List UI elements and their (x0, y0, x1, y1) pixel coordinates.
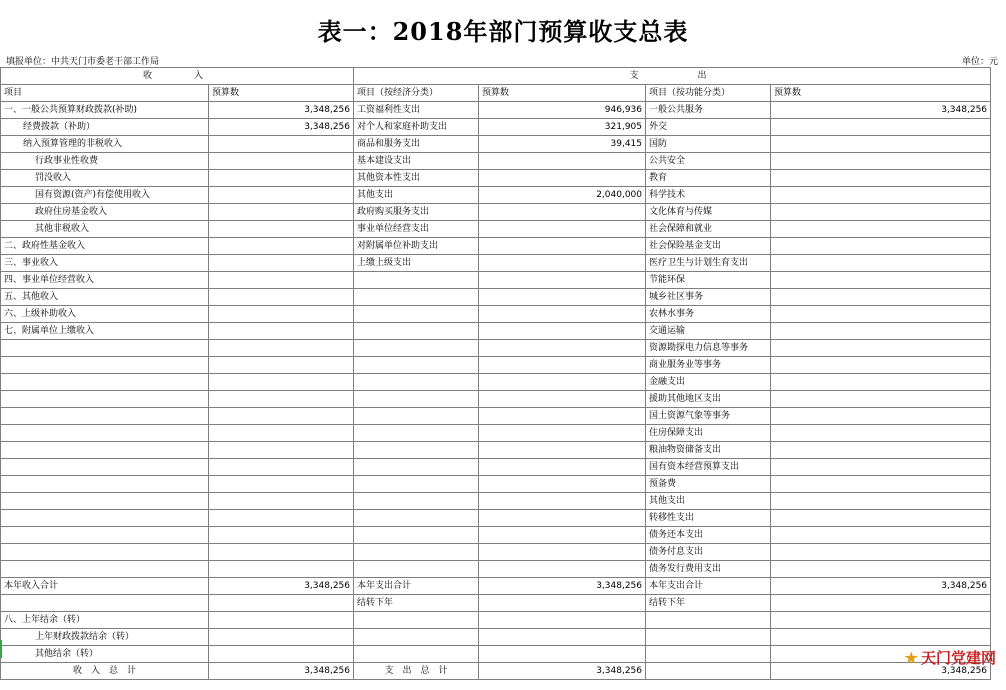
cell-econ-item (354, 425, 479, 442)
cell-econ-amount (479, 646, 646, 663)
cell-func-item: 住房保障支出 (646, 425, 771, 442)
table-row (1, 170, 991, 187)
cell-econ-item (354, 510, 479, 527)
cell-income-amount (209, 153, 354, 170)
cell-income-item: 国有资源(资产)有偿使用收入 (1, 187, 209, 204)
cell-func-item: 文化体育与传媒 (646, 204, 771, 221)
cell-econ-item: 上缴上级支出 (354, 255, 479, 272)
cell-income-amount (209, 476, 354, 493)
cell-income-item: 罚没收入 (1, 170, 209, 187)
table-row (1, 510, 991, 527)
total-income-label: 收 入 总 计 (1, 663, 209, 680)
cell-income-item: 纳入预算管理的非税收入 (1, 136, 209, 153)
cell-income-amount (209, 391, 354, 408)
table-row (1, 102, 991, 119)
cell-income-amount (209, 238, 354, 255)
cell-income-amount: 3,348,256 (209, 119, 354, 136)
cell-func-item: 预备费 (646, 476, 771, 493)
header-econ-item: 项目（按经济分类） (354, 85, 479, 102)
cell-econ-item (354, 357, 479, 374)
cell-income-item: 四、事业单位经营收入 (1, 272, 209, 289)
cell-func-amount (771, 595, 991, 612)
cell-income-item (1, 527, 209, 544)
cell-income-amount (209, 459, 354, 476)
cell-func-amount (771, 221, 991, 238)
cell-econ-amount (479, 391, 646, 408)
cell-econ-item: 政府购买服务支出 (354, 204, 479, 221)
section-header-row (1, 68, 991, 85)
cell-income-item (1, 544, 209, 561)
table-row (1, 374, 991, 391)
table-row (1, 221, 991, 238)
cell-func-amount (771, 323, 991, 340)
cell-func-item: 商业服务业等事务 (646, 357, 771, 374)
cell-econ-item: 对个人和家庭补助支出 (354, 119, 479, 136)
cell-econ-amount (479, 595, 646, 612)
cell-econ-amount (479, 476, 646, 493)
cell-func-item: 资源勘探电力信息等事务 (646, 340, 771, 357)
cell-income-item (1, 408, 209, 425)
cell-func-amount (771, 170, 991, 187)
cell-income-amount (209, 340, 354, 357)
cell-func-item: 教育 (646, 170, 771, 187)
section-income: 收 入 (1, 68, 354, 85)
table-row (1, 527, 991, 544)
cell-func-item: 结转下年 (646, 595, 771, 612)
cell-func-item: 公共安全 (646, 153, 771, 170)
cell-econ-item (354, 442, 479, 459)
cell-func-amount (771, 340, 991, 357)
header-func-item: 项目（按功能分类） (646, 85, 771, 102)
cell-income-item: 七、附属单位上缴收入 (1, 323, 209, 340)
cell-func-item: 医疗卫生与计划生育支出 (646, 255, 771, 272)
cell-income-item (1, 476, 209, 493)
cell-income-item (1, 340, 209, 357)
table-row (1, 544, 991, 561)
cell-econ-item: 基本建设支出 (354, 153, 479, 170)
table-row (1, 238, 991, 255)
cell-econ-item (354, 374, 479, 391)
cell-income-item (1, 493, 209, 510)
header-income-amount: 预算数 (209, 85, 354, 102)
cell-func-amount: 3,348,256 (771, 102, 991, 119)
cell-func-item: 一般公共服务 (646, 102, 771, 119)
cell-econ-item: 结转下年 (354, 595, 479, 612)
cell-func-amount (771, 612, 991, 629)
cell-func-item: 社会保障和就业 (646, 221, 771, 238)
cell-func-item: 农林水事务 (646, 306, 771, 323)
cell-income-item (1, 510, 209, 527)
cell-income-amount (209, 323, 354, 340)
cell-econ-item (354, 459, 479, 476)
table-row (1, 459, 991, 476)
cell-econ-item (354, 306, 479, 323)
cell-func-amount (771, 187, 991, 204)
table-row (1, 476, 991, 493)
table-row (1, 255, 991, 272)
cell-income-amount (209, 527, 354, 544)
cell-income-amount (209, 289, 354, 306)
table-row (1, 306, 991, 323)
cell-func-item: 科学技术 (646, 187, 771, 204)
cell-econ-amount (479, 510, 646, 527)
cell-income-item (1, 357, 209, 374)
cell-func-item: 交通运输 (646, 323, 771, 340)
column-header-row (1, 85, 991, 102)
cell-econ-item (354, 340, 479, 357)
table-row (1, 272, 991, 289)
cell-econ-item (354, 476, 479, 493)
budget-table (0, 67, 991, 680)
cell-func-item: 债务还本支出 (646, 527, 771, 544)
cell-func-item: 转移性支出 (646, 510, 771, 527)
table-row (1, 646, 991, 663)
total-expense-value2: 3,348,256 (771, 663, 991, 680)
cell-income-item (1, 425, 209, 442)
cell-econ-amount (479, 374, 646, 391)
cell-income-amount (209, 425, 354, 442)
table-row (1, 119, 991, 136)
cell-income-item: 八、上年结余（转） (1, 612, 209, 629)
cell-income-item: 经费拨款（补助） (1, 119, 209, 136)
cell-income-amount: 3,348,256 (209, 102, 354, 119)
cell-income-item (1, 595, 209, 612)
cell-econ-amount (479, 255, 646, 272)
cell-func-item: 金融支出 (646, 374, 771, 391)
star-icon: ★ (904, 649, 918, 667)
cell-income-amount (209, 221, 354, 238)
cell-func-amount (771, 306, 991, 323)
cell-func-amount (771, 493, 991, 510)
total-expense-label: 支 出 总 计 (354, 663, 479, 680)
cell-func-item: 本年支出合计 (646, 578, 771, 595)
cell-func-item: 社会保险基金支出 (646, 238, 771, 255)
cell-func-amount (771, 153, 991, 170)
table-row (1, 357, 991, 374)
cell-econ-amount (479, 204, 646, 221)
cell-income-item (1, 391, 209, 408)
cell-func-item: 援助其他地区支出 (646, 391, 771, 408)
cell-econ-amount (479, 289, 646, 306)
cell-func-amount (771, 136, 991, 153)
cell-income-amount (209, 612, 354, 629)
cell-income-amount (209, 357, 354, 374)
cell-func-item: 债务发行费用支出 (646, 561, 771, 578)
cell-func-amount (771, 425, 991, 442)
currency-unit: 单位：元 (961, 57, 998, 67)
cell-econ-amount (479, 323, 646, 340)
cell-econ-amount: 2,040,000 (479, 187, 646, 204)
cell-income-amount (209, 306, 354, 323)
cell-econ-amount (479, 170, 646, 187)
cell-func-item: 国防 (646, 136, 771, 153)
grand-total-row (1, 663, 991, 680)
cell-econ-amount (479, 561, 646, 578)
cell-func-item (646, 646, 771, 663)
cell-func-amount (771, 289, 991, 306)
header-econ-amount: 预算数 (479, 85, 646, 102)
cell-income-item: 二、政府性基金收入 (1, 238, 209, 255)
cell-income-amount (209, 493, 354, 510)
cell-func-item (646, 612, 771, 629)
table-row (1, 578, 991, 595)
cell-income-item (1, 442, 209, 459)
total-expense-label-blank (646, 663, 771, 680)
cell-econ-amount (479, 221, 646, 238)
cell-econ-amount: 39,415 (479, 136, 646, 153)
cell-func-amount (771, 459, 991, 476)
cell-income-amount (209, 187, 354, 204)
cell-income-amount (209, 646, 354, 663)
cell-econ-item (354, 544, 479, 561)
header-func-amount: 预算数 (771, 85, 991, 102)
cell-econ-item (354, 323, 479, 340)
cell-func-amount (771, 119, 991, 136)
cell-income-amount (209, 170, 354, 187)
table-row (1, 629, 991, 646)
section-expense: 支 出 (354, 68, 991, 85)
cell-econ-amount (479, 459, 646, 476)
cell-econ-item (354, 629, 479, 646)
table-row (1, 595, 991, 612)
cell-income-item: 上年财政拨款结余（转） (1, 629, 209, 646)
cell-income-item (1, 459, 209, 476)
cell-income-item: 三、事业收入 (1, 255, 209, 272)
cell-econ-item (354, 493, 479, 510)
table-row (1, 340, 991, 357)
cell-func-amount (771, 272, 991, 289)
cell-econ-amount: 321,905 (479, 119, 646, 136)
cell-func-amount (771, 629, 991, 646)
watermark-text: 天门党建网 (920, 649, 996, 667)
cell-income-item: 其他结余（转） (1, 646, 209, 663)
cell-func-amount (771, 544, 991, 561)
cell-func-amount (771, 374, 991, 391)
cell-func-item: 国土资源气象等事务 (646, 408, 771, 425)
cell-econ-item: 商品和服务支出 (354, 136, 479, 153)
cell-econ-amount: 946,936 (479, 102, 646, 119)
cell-income-amount (209, 544, 354, 561)
cell-income-amount (209, 442, 354, 459)
cell-func-amount (771, 527, 991, 544)
table-row (1, 561, 991, 578)
cell-econ-item: 事业单位经营支出 (354, 221, 479, 238)
cell-func-item: 外交 (646, 119, 771, 136)
cell-income-amount: 3,348,256 (209, 578, 354, 595)
cell-func-amount (771, 561, 991, 578)
cell-income-amount (209, 561, 354, 578)
cell-econ-item (354, 289, 479, 306)
cell-income-amount (209, 408, 354, 425)
cell-func-amount (771, 408, 991, 425)
cell-income-amount (209, 136, 354, 153)
cell-econ-item: 本年支出合计 (354, 578, 479, 595)
cell-func-item (646, 629, 771, 646)
cell-income-amount (209, 595, 354, 612)
cell-econ-item (354, 646, 479, 663)
cell-income-amount (209, 255, 354, 272)
cell-func-amount (771, 255, 991, 272)
cell-func-amount (771, 238, 991, 255)
cell-func-item: 粮油物资储备支出 (646, 442, 771, 459)
cell-func-amount (771, 442, 991, 459)
table-row (1, 153, 991, 170)
page-title: 表一：2018年部门预算收支总表 (317, 17, 689, 46)
table-row (1, 612, 991, 629)
header-income-item: 项目 (1, 85, 209, 102)
cell-econ-amount (479, 612, 646, 629)
cell-econ-amount (479, 357, 646, 374)
table-row (1, 408, 991, 425)
cell-econ-item: 工资福利性支出 (354, 102, 479, 119)
table-row (1, 391, 991, 408)
cell-econ-item (354, 527, 479, 544)
cell-func-amount (771, 476, 991, 493)
cell-econ-amount (479, 493, 646, 510)
total-expense-value: 3,348,256 (479, 663, 646, 680)
reporting-unit: 填报单位：中共天门市委老干部工作局 (6, 57, 160, 67)
cell-income-item: 政府住房基金收入 (1, 204, 209, 221)
cell-func-amount (771, 391, 991, 408)
table-row (1, 204, 991, 221)
cell-income-amount (209, 204, 354, 221)
cell-income-item (1, 561, 209, 578)
cell-income-amount (209, 629, 354, 646)
cell-func-item: 债务付息支出 (646, 544, 771, 561)
cell-income-amount (209, 510, 354, 527)
cell-income-item: 六、上级补助收入 (1, 306, 209, 323)
cell-econ-amount (479, 527, 646, 544)
table-row (1, 442, 991, 459)
cell-func-item: 国有资本经营预算支出 (646, 459, 771, 476)
cell-econ-item: 其他支出 (354, 187, 479, 204)
cell-econ-item (354, 408, 479, 425)
cell-econ-item: 对附属单位补助支出 (354, 238, 479, 255)
cell-income-amount (209, 374, 354, 391)
cell-econ-amount: 3,348,256 (479, 578, 646, 595)
table-row (1, 493, 991, 510)
cell-econ-amount (479, 153, 646, 170)
cell-income-item: 行政事业性收费 (1, 153, 209, 170)
cell-func-amount (771, 357, 991, 374)
cell-econ-amount (479, 408, 646, 425)
cell-econ-amount (479, 544, 646, 561)
cell-econ-item (354, 612, 479, 629)
cell-func-amount (771, 204, 991, 221)
cell-func-amount: 3,348,256 (771, 578, 991, 595)
cell-selection-marker (0, 640, 2, 658)
cell-econ-item (354, 561, 479, 578)
cell-econ-item (354, 391, 479, 408)
cell-func-item: 节能环保 (646, 272, 771, 289)
cell-func-item: 城乡社区事务 (646, 289, 771, 306)
cell-econ-amount (479, 238, 646, 255)
cell-econ-item (354, 272, 479, 289)
table-row (1, 187, 991, 204)
cell-econ-amount (479, 340, 646, 357)
site-watermark (905, 647, 996, 668)
total-income-value: 3,348,256 (209, 663, 354, 680)
cell-econ-amount (479, 442, 646, 459)
cell-income-item: 本年收入合计 (1, 578, 209, 595)
cell-econ-item: 其他资本性支出 (354, 170, 479, 187)
cell-income-item: 其他非税收入 (1, 221, 209, 238)
cell-income-item: 一、一般公共预算财政拨款(补助) (1, 102, 209, 119)
cell-econ-amount (479, 272, 646, 289)
cell-income-item: 五、其他收入 (1, 289, 209, 306)
cell-income-amount (209, 272, 354, 289)
cell-func-amount (771, 510, 991, 527)
cell-econ-amount (479, 629, 646, 646)
table-row (1, 323, 991, 340)
table-row (1, 289, 991, 306)
table-row (1, 425, 991, 442)
cell-econ-amount (479, 306, 646, 323)
cell-func-item: 其他支出 (646, 493, 771, 510)
cell-econ-amount (479, 425, 646, 442)
cell-income-item (1, 374, 209, 391)
table-row (1, 136, 991, 153)
